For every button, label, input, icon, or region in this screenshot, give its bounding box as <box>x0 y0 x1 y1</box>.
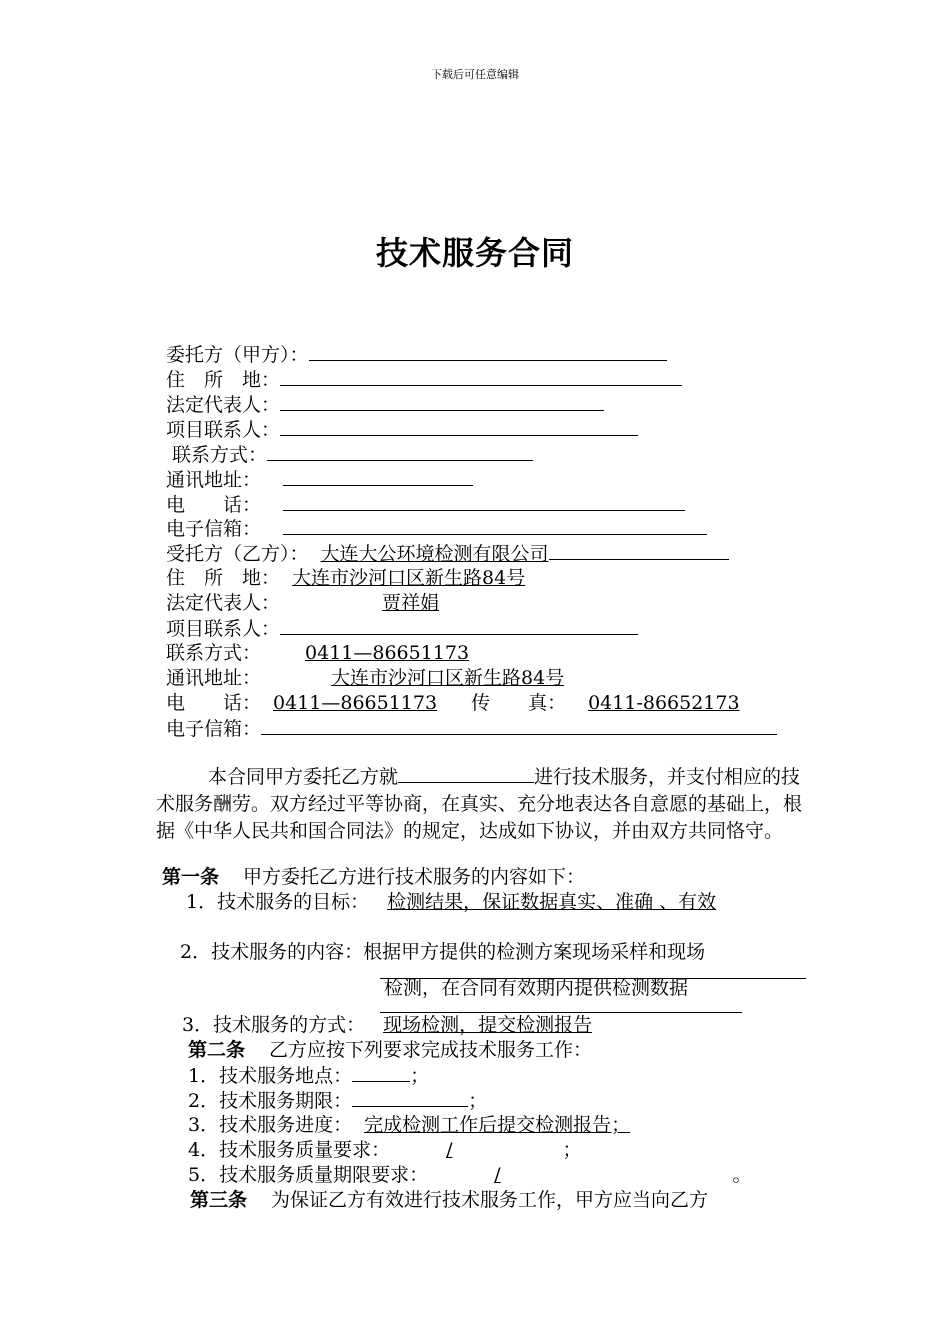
party-b-fax-label: 传 真： <box>471 692 567 714</box>
party-b-fax: 0411-86652173 <box>588 692 740 714</box>
article-2-item4-value: / <box>446 1139 453 1161</box>
article-2-item3-label: 3．技术服务进度： <box>188 1114 353 1136</box>
party-b-mail: 大连市沙河口区新生路84号 <box>331 667 565 689</box>
article-1-item3-label: 3．技术服务的方式： <box>182 1014 366 1036</box>
party-b-method: 0411—86651173 <box>305 642 470 664</box>
party-a-address-label: 住 所 地： <box>166 369 281 391</box>
article-2-item5-label: 5．技术服务质量期限要求： <box>188 1164 429 1186</box>
article-2-item1-end: ； <box>410 1065 430 1087</box>
article-2-item2-field <box>352 1088 468 1107</box>
article-1-item2 <box>180 940 705 964</box>
party-b-contact-line <box>166 616 638 641</box>
article-1-item3 <box>182 1013 614 1037</box>
article-2-text: 乙方应按下列要求完成技术服务工作： <box>269 1039 593 1061</box>
party-a-rep-field <box>280 392 604 411</box>
party-b-email-line <box>166 716 777 741</box>
party-b-address: 大连市沙河口区新生路84号 <box>292 567 526 589</box>
article-1-item2-value-a: 根据甲方提供的检测方案现场采样和现场 <box>363 941 706 963</box>
page-header: 下载后可任意编辑 <box>431 68 519 81</box>
party-a-contact-field <box>280 417 638 436</box>
article-2-heading: 第二条 <box>188 1039 246 1061</box>
article-2-item4-end: ； <box>562 1139 582 1161</box>
party-b-contact-field <box>280 616 638 635</box>
party-b-name: 大连大公环境检测有限公司 <box>320 543 549 565</box>
article-2-item5 <box>188 1163 752 1187</box>
party-b-address-label: 住 所 地： <box>166 567 281 589</box>
article-2-item1 <box>188 1063 429 1088</box>
party-b-name-tail <box>549 541 729 560</box>
party-a-contact-label: 项目联系人： <box>166 419 281 441</box>
article-1-line <box>162 865 585 889</box>
intro-part2: 进行技术服务，并支付相应的技术服务酬劳。双方经过平等协商，在真实、充分地表达各自意愿的基础上，根据《中华人民共和国合同法》的规定，达成如下协议，并由双方共同恪守。 <box>156 766 803 842</box>
party-a-phone-field <box>283 492 685 511</box>
article-1-item1-value: 检测结果，保证数据真实、准确 、有效 <box>387 891 717 913</box>
article-2-item1-field <box>352 1063 410 1082</box>
party-b-rep-line <box>166 591 439 615</box>
party-b-email-field <box>261 716 777 735</box>
intro-blank <box>398 764 534 783</box>
party-a-mail-field <box>283 467 473 486</box>
article-1-item2-label: 2．技术服务的内容： <box>180 941 364 963</box>
article-3-line <box>190 1188 708 1212</box>
article-2-item2-end: ； <box>468 1090 488 1112</box>
article-2-item2-label: 2．技术服务期限： <box>188 1090 353 1112</box>
party-b-phone-label: 电 话： <box>166 692 262 714</box>
party-a-address-field <box>280 367 682 386</box>
article-2-item5-value: / <box>494 1164 501 1186</box>
article-3-heading: 第三条 <box>190 1189 248 1211</box>
article-2-item4 <box>188 1138 582 1162</box>
article-2-item1-label: 1．技术服务地点： <box>188 1065 353 1087</box>
party-b-email-label: 电子信箱： <box>166 718 262 740</box>
party-b-phone: 0411—86651173 <box>273 692 438 714</box>
intro-paragraph <box>156 764 806 845</box>
article-1-heading: 第一条 <box>162 866 220 888</box>
article-1-item2-cont: 检测，在合同有效期内提供检测数据 <box>384 977 689 999</box>
party-b-rep-label: 法定代表人： <box>166 592 281 614</box>
article-2-item3 <box>188 1113 644 1137</box>
article-2-line <box>188 1038 592 1062</box>
intro-part1: 本合同甲方委托乙方就 <box>208 766 399 788</box>
party-a-email-label: 电子信箱： <box>166 518 262 540</box>
party-a-mail-line <box>166 467 473 492</box>
article-1-item1-label: 1．技术服务的目标： <box>186 891 370 913</box>
party-a-line <box>166 342 667 367</box>
party-b-rep: 贾祥娟 <box>382 592 440 614</box>
article-2-item2 <box>188 1088 487 1113</box>
party-b-mail-line <box>166 666 564 690</box>
party-b-method-label: 联系方式： <box>166 642 262 664</box>
party-a-method-line <box>172 442 533 467</box>
article-1-text: 甲方委托乙方进行技术服务的内容如下： <box>243 866 586 888</box>
party-b-address-line <box>166 566 525 590</box>
party-a-mail-label: 通讯地址： <box>166 469 262 491</box>
party-b-label: 受托方（乙方）： <box>166 543 309 565</box>
party-b-contact-label: 项目联系人： <box>166 618 281 640</box>
party-a-method-label: 联系方式： <box>172 444 268 466</box>
contract-title: 技术服务合同 <box>375 234 574 272</box>
article-2-item4-label: 4．技术服务质量要求： <box>188 1139 391 1161</box>
party-a-email-field <box>283 516 707 535</box>
party-a-phone-line <box>166 492 685 517</box>
party-a-contact-line <box>166 417 638 442</box>
party-a-method-field <box>267 442 533 461</box>
article-1-item1 <box>186 890 716 914</box>
party-a-label: 委托方（甲方）： <box>166 344 309 366</box>
article-3-text: 为保证乙方有效进行技术服务工作，甲方应当向乙方 <box>271 1189 709 1211</box>
party-a-phone-label: 电 话： <box>166 494 262 516</box>
article-2-item3-value: 完成检测工作后提交检测报告； <box>364 1114 631 1136</box>
party-b-mail-label: 通讯地址： <box>166 667 262 689</box>
party-b-phone-line <box>166 691 774 715</box>
party-a-address-line <box>166 367 682 392</box>
party-a-field <box>309 342 667 361</box>
party-b-line <box>166 541 729 566</box>
party-a-email-line <box>166 516 707 541</box>
party-b-method-line <box>166 641 469 665</box>
party-a-rep-line <box>166 392 604 417</box>
party-a-rep-label: 法定代表人： <box>166 394 281 416</box>
article-1-item3-value: 现场检测，提交检测报告 <box>383 1014 593 1036</box>
article-2-item5-end: 。 <box>732 1164 752 1186</box>
